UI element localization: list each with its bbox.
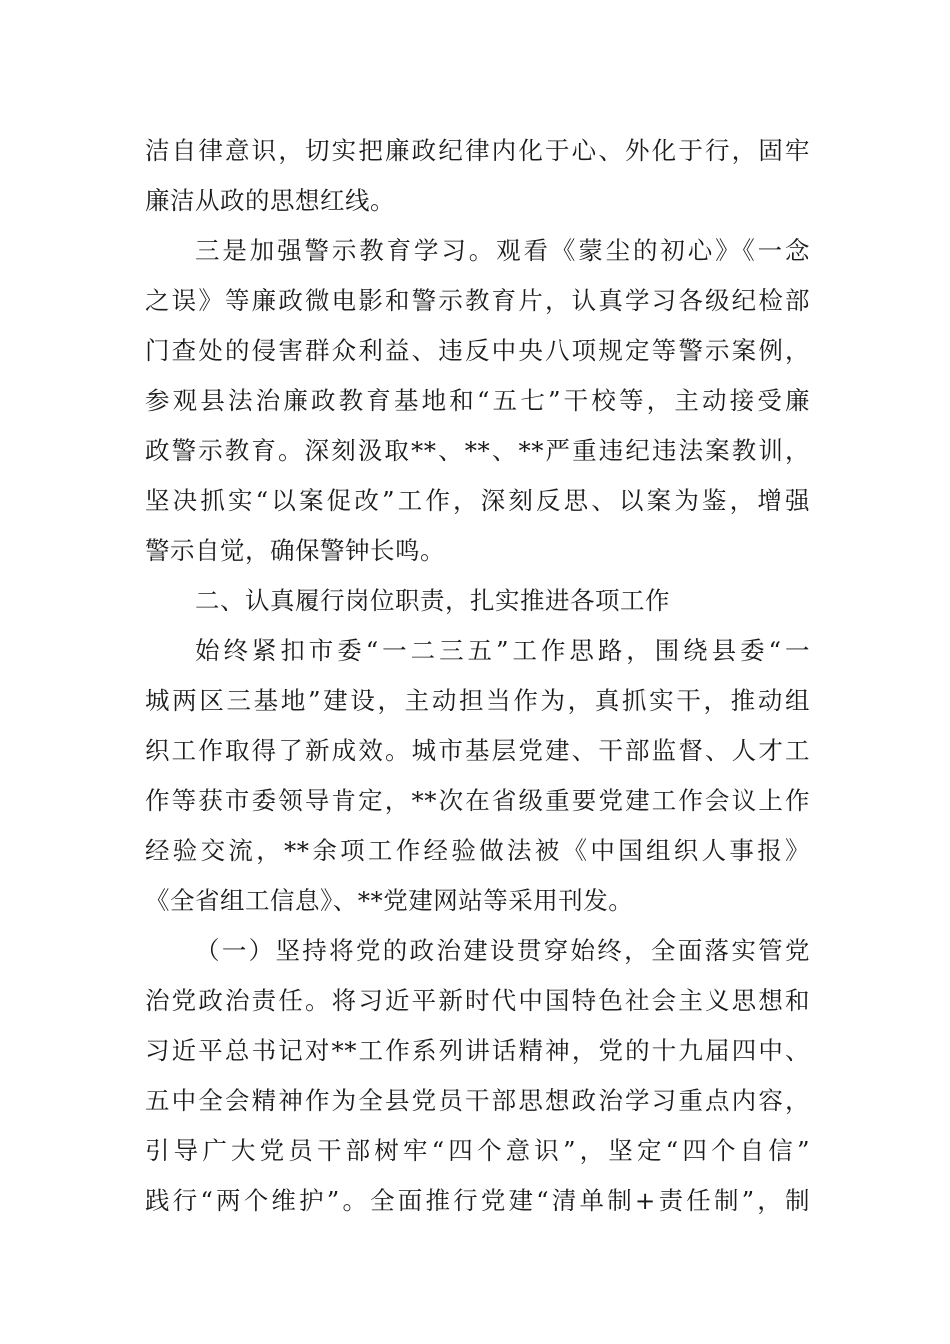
paragraph-line: 习近平总书记对**工作系列讲话精神，党的十九届四中、: [145, 1036, 810, 1065]
paragraph-line: 经验交流，**余项工作经验做法被《中国组织人事报》: [145, 836, 810, 865]
paragraph-line: 始终紧扣市委“一二三五”工作思路，围绕县委“一: [195, 636, 810, 665]
paragraph-line: （一）坚持将党的政治建设贯穿始终，全面落实管党: [195, 936, 810, 965]
paragraph-line: 作等获市委领导肯定，**次在省级重要党建工作会议上作: [145, 786, 810, 815]
paragraph-line: 引导广大党员干部树牢“四个意识”，坚定“四个自信”: [145, 1136, 810, 1165]
section-heading: 二、认真履行岗位职责，扎实推进各项工作: [195, 586, 670, 615]
paragraph-line: 践行“两个维护”。全面推行党建“清单制+责任制”，制: [145, 1186, 810, 1215]
paragraph-line: 坚决抓实“以案促改”工作，深刻反思、以案为鉴，增强: [145, 486, 810, 515]
paragraph-line: 《全省组工信息》、**党建网站等采用刊发。: [145, 886, 634, 915]
paragraph-line: 廉洁从政的思想红线。: [145, 186, 395, 215]
paragraph-line: 五中全会精神作为全县党员干部思想政治学习重点内容，: [145, 1086, 810, 1115]
paragraph-line: 警示自觉，确保警钟长鸣。: [145, 536, 445, 565]
paragraph-line: 门查处的侵害群众利益、违反中央八项规定等警示案例，: [145, 336, 810, 365]
paragraph-line: 城两区三基地”建设，主动担当作为，真抓实干，推动组: [145, 686, 810, 715]
paragraph-line: 洁自律意识，切实把廉政纪律内化于心、外化于行，固牢: [145, 136, 810, 165]
paragraph-line: 之误》等廉政微电影和警示教育片，认真学习各级纪检部: [145, 286, 810, 315]
paragraph-line: 织工作取得了新成效。城市基层党建、干部监督、人才工: [145, 736, 810, 765]
paragraph-line: 三是加强警示教育学习。观看《蒙尘的初心》《一念: [195, 236, 810, 265]
paragraph-line: 政警示教育。深刻汲取**、**、**严重违纪违法案教训，: [145, 436, 810, 465]
paragraph-line: 治党政治责任。将习近平新时代中国特色社会主义思想和: [145, 986, 810, 1015]
paragraph-line: 参观县法治廉政教育基地和“五七”干校等，主动接受廉: [145, 386, 810, 415]
